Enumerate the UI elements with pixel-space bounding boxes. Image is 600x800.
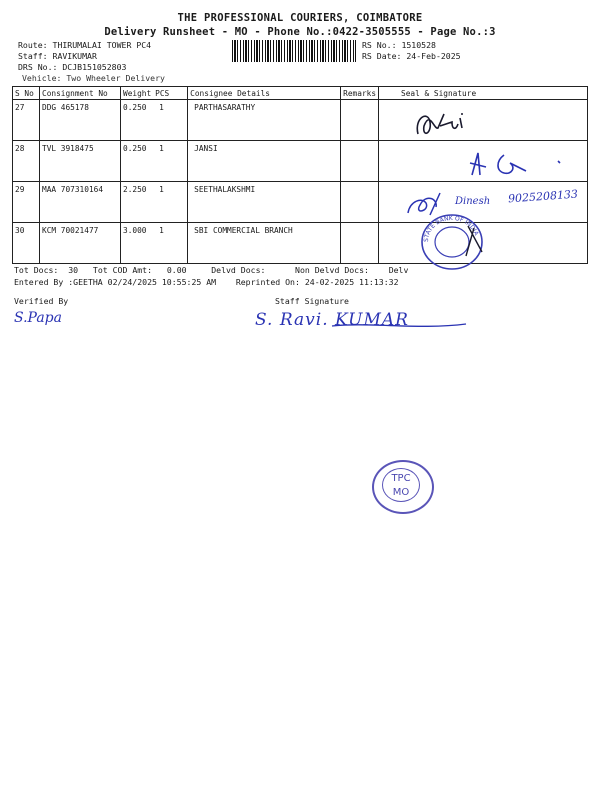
tpc-stamp-top: TPC — [391, 473, 411, 484]
barcode — [232, 40, 356, 62]
col-consignee: Consignee Details — [188, 87, 341, 100]
col-seal: Seal & Signature — [379, 87, 588, 100]
cell-pcs: 1 — [153, 182, 188, 223]
staff-signature-handwriting: S. Ravi. KUMAR — [255, 310, 409, 330]
row29-phone-handwriting: 9025208133 — [507, 187, 579, 206]
rs-date-label: RS Date: — [362, 51, 402, 61]
cell-consignee: SEETHALAKSHMI — [188, 182, 341, 223]
table-row — [13, 182, 588, 223]
totals-line — [14, 265, 408, 275]
verified-by-label: Verified By — [14, 296, 69, 306]
cell-sno: 29 — [13, 182, 40, 223]
route-value: THIRUMALAI TOWER PC4 — [52, 40, 152, 50]
company-title: THE PROFESSIONAL COURIERS, COIMBATORE — [177, 12, 423, 24]
cell-weight: 0.250 — [121, 100, 154, 141]
drs-line — [18, 62, 126, 72]
cell-sno: 27 — [13, 100, 40, 141]
tpc-stamp-bottom: MO — [392, 487, 410, 498]
staff-value: RAVIKUMAR — [52, 51, 97, 61]
cell-consignee: SBI COMMERCIAL BRANCH — [188, 223, 341, 264]
row29-name-handwriting: Dinesh — [455, 196, 491, 207]
row27-signature — [400, 100, 490, 145]
cell-pcs: 1 — [153, 141, 188, 182]
staff-signature-label: Staff Signature — [275, 296, 349, 306]
runsheet-subtitle: Delivery Runsheet - MO - Phone No.:0422-3505555 - Page No.:3 — [104, 26, 496, 38]
tot-cod-label: Tot COD Amt: — [92, 265, 153, 275]
cell-remarks — [341, 182, 379, 223]
tot-cod-value: 0.00 — [166, 265, 187, 275]
vehicle-label: Vehicle: — [22, 73, 62, 83]
cell-consignment: MAA 707310164 — [40, 182, 121, 223]
route-line — [18, 40, 151, 50]
tpc-mo-stamp-inner — [382, 468, 420, 502]
staff-label: Staff: — [18, 51, 48, 61]
col-weight: Weight — [121, 87, 154, 100]
verified-signature: S.Papa — [14, 310, 62, 326]
cell-remarks — [341, 223, 379, 264]
delvd-docs-label: Delvd Docs: — [211, 265, 266, 275]
sbi-stamp-text: STATE BANK OF INDIA — [422, 214, 480, 243]
rs-date-value: 24-Feb-2025 — [406, 51, 461, 61]
tot-docs-label: Tot Docs: — [14, 265, 59, 275]
cell-consignee: JANSI — [188, 141, 341, 182]
entered-by: Entered By :GEETHA 02/24/2025 10:55:25 AM — [14, 277, 217, 287]
rs-no-value: 1510528 — [401, 40, 436, 50]
cell-weight: 3.000 — [121, 223, 154, 264]
cell-pcs: 1 — [153, 223, 188, 264]
delv-truncated: Delv — [388, 265, 409, 275]
col-pcs: PCS — [153, 87, 188, 100]
entered-line — [14, 277, 399, 287]
rs-date-line — [362, 51, 461, 61]
col-consignment: Consignment No — [40, 87, 121, 100]
col-sno: S No — [13, 87, 40, 100]
table-header-row — [13, 87, 588, 100]
cell-remarks — [341, 141, 379, 182]
vehicle-value: Two Wheeler Delivery — [66, 73, 165, 83]
reprinted-on: Reprinted On: 24-02-2025 11:13:32 — [235, 277, 399, 287]
drs-label: DRS No.: — [18, 62, 58, 72]
tot-docs-value: 30 — [68, 265, 79, 275]
cell-consignment: KCM 70021477 — [40, 223, 121, 264]
table-row — [13, 223, 588, 264]
staff-signature-underline — [330, 318, 470, 332]
non-delvd-docs-label: Non Delvd Docs: — [295, 265, 369, 275]
rs-no-line — [362, 40, 436, 50]
cell-consignment: DDG 465178 — [40, 100, 121, 141]
table-row — [13, 100, 588, 141]
cell-consignee: PARTHASARATHY — [188, 100, 341, 141]
vehicle-line — [22, 73, 165, 83]
drs-value: DCJB151052803 — [62, 62, 127, 72]
cell-pcs: 1 — [153, 100, 188, 141]
tpc-mo-stamp — [372, 460, 434, 514]
cell-weight: 0.250 — [121, 141, 154, 182]
row28-signature — [460, 145, 580, 185]
cell-sno: 28 — [13, 141, 40, 182]
cell-sno: 30 — [13, 223, 40, 264]
col-remarks: Remarks — [341, 87, 379, 100]
cell-consignment: TVL 3918475 — [40, 141, 121, 182]
cell-weight: 2.250 — [121, 182, 154, 223]
route-label: Route: — [18, 40, 48, 50]
rs-no-label: RS No.: — [362, 40, 397, 50]
sbi-stamp — [410, 212, 494, 272]
cell-remarks — [341, 100, 379, 141]
staff-line — [18, 51, 97, 61]
